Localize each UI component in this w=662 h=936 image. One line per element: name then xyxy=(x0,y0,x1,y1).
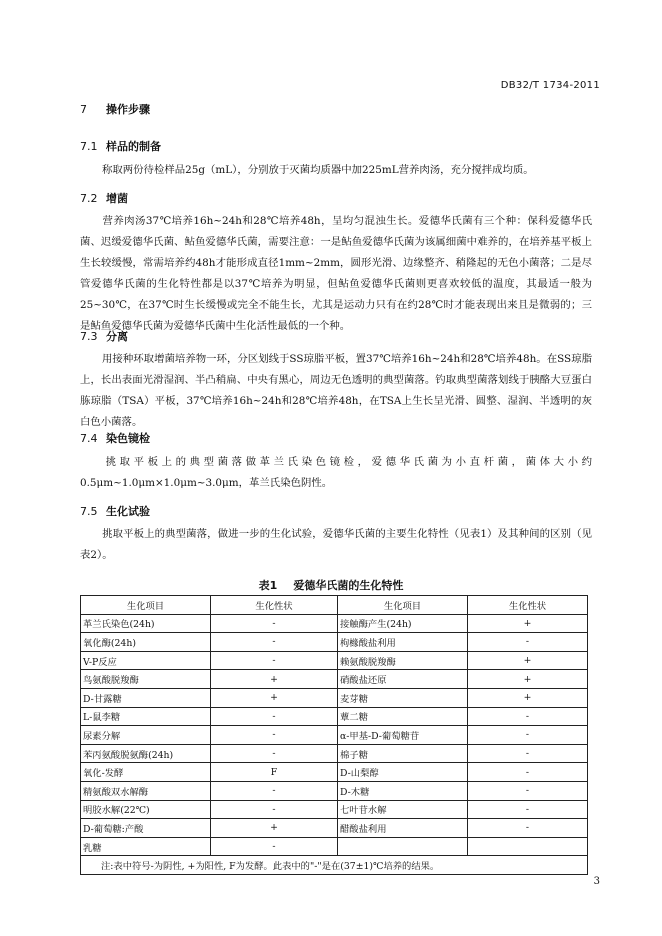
table-note: 注:表中符号-为阴性, +为阳性, F为发酵。此表中的"-"是在(37±1)℃培养的结果。 xyxy=(81,856,588,875)
table-header-row xyxy=(81,596,588,615)
test-item-cell: 赖氨酸脱羧酶 xyxy=(338,651,468,670)
test-item-cell: 枸橼酸盐利用 xyxy=(338,633,468,652)
test-result-cell: - xyxy=(468,763,588,782)
test-result-cell xyxy=(468,837,588,856)
column-header: 生化项目 xyxy=(338,596,468,615)
paragraph-text: 营养肉汤37℃培养16h~24h和28℃培养48h，呈均匀混浊生长。爱德华氏菌有三个种：保科爱德华氏菌、迟缓爱德华氏菌、鲇鱼爱德华氏菌，需要注意：一是鲇鱼爱德华氏菌为该属细菌中难养的，在培养基平板上生长较缓慢，常需培养约48h才能形成直径1mm~2mm，圆形光滑、边缘整齐、稍隆起的无色小菌落；二是尽管爱德华氏菌的生化特性都是以37℃培养为明显，但鲇鱼爱德华氏菌则更喜欢较低的温度，其最适一般为25~30℃，在37℃时生长缓慢或完全不能生长，尤其是运动力只有在约28℃时才能表现出来且是微弱的；三是鲇鱼爱德华氏菌为爱德华氏菌中生化活性最低的一个种。 xyxy=(80,215,592,332)
test-result-cell: - xyxy=(211,651,338,670)
test-item-cell: D-山梨醇 xyxy=(338,763,468,782)
test-item-cell: 革兰氏染色(24h) xyxy=(81,614,211,633)
test-result-cell: + xyxy=(211,670,338,689)
section-7-2-heading xyxy=(80,190,128,206)
test-result-cell: - xyxy=(211,707,338,726)
test-result-cell: - xyxy=(468,633,588,652)
table-row xyxy=(81,651,588,670)
paragraph-text: 称取两份待检样品25g（mL），分别放于灭菌均质器中加225mL营养肉汤，充分搅拌成均质。 xyxy=(102,164,534,176)
table-row xyxy=(81,633,588,652)
paragraph-text: 用接种环取增菌培养物一环，分区划线于SS琼脂平板，置37℃培养16h~24h和28℃培养48h。在SS琼脂上，长出表面光滑湿润、半凸稍扁、中央有黑心，周边无色透明的典型菌落。钓取典型菌落划线于胰酪大豆蛋白胨琼脂（TSA）平板，37℃培养16h~24h和28℃培养48h，在TSA上生长呈光滑、圆整、湿润、半透明的灰白色小菌落。 xyxy=(80,353,592,428)
section-title: 分离 xyxy=(106,330,128,343)
table-caption-title: 爱德华氏菌的生化特性 xyxy=(293,579,404,592)
section-number: 7.2 xyxy=(80,192,98,205)
test-item-cell: 尿素分解 xyxy=(81,726,211,745)
test-item-cell: L-鼠李糖 xyxy=(81,707,211,726)
test-result-cell: + xyxy=(468,651,588,670)
test-item-cell: α-甲基-D-葡萄糖苷 xyxy=(338,726,468,745)
test-item-cell: 麦芽糖 xyxy=(338,688,468,707)
section-title: 样品的制备 xyxy=(106,140,161,153)
section-number: 7.4 xyxy=(80,432,98,445)
section-title: 操作步骤 xyxy=(106,103,150,116)
table-row xyxy=(81,707,588,726)
test-result-cell: - xyxy=(211,800,338,819)
test-result-cell: + xyxy=(468,670,588,689)
test-result-cell: - xyxy=(211,837,338,856)
section-7-5-heading xyxy=(80,503,150,519)
table-row xyxy=(81,726,588,745)
paragraph-7-5 xyxy=(80,524,592,566)
biochemical-table xyxy=(80,595,588,875)
test-item-cell: D-木糖 xyxy=(338,781,468,800)
test-result-cell: - xyxy=(468,781,588,800)
table-row xyxy=(81,819,588,838)
table-row xyxy=(81,688,588,707)
section-7-heading xyxy=(80,101,150,117)
test-result-cell: F xyxy=(211,763,338,782)
test-result-cell: - xyxy=(211,633,338,652)
section-7-4-heading xyxy=(80,430,150,446)
test-item-cell: 苯丙氨酸脱氨酶(24h) xyxy=(81,744,211,763)
page-number: 3 xyxy=(593,876,600,887)
test-item-cell: 氧化酶(24h) xyxy=(81,633,211,652)
test-result-cell: - xyxy=(468,726,588,745)
test-item-cell: 鸟氨酸脱羧酶 xyxy=(81,670,211,689)
test-item-cell: 接触酶产生(24h) xyxy=(338,614,468,633)
test-item-cell: 棉子糖 xyxy=(338,744,468,763)
test-result-cell: - xyxy=(468,819,588,838)
test-item-cell: 精氨酸双水解酶 xyxy=(81,781,211,800)
test-item-cell xyxy=(338,837,468,856)
test-result-cell: - xyxy=(211,726,338,745)
test-result-cell: + xyxy=(468,614,588,633)
table-row xyxy=(81,800,588,819)
test-result-cell: - xyxy=(211,744,338,763)
section-title: 染色镜检 xyxy=(106,432,150,445)
test-result-cell: - xyxy=(468,707,588,726)
table-row xyxy=(81,670,588,689)
test-result-cell: - xyxy=(468,744,588,763)
section-number: 7.3 xyxy=(80,330,98,343)
section-7-1-heading xyxy=(80,138,161,154)
test-result-cell: - xyxy=(211,781,338,800)
paragraph-7-3 xyxy=(80,349,592,433)
section-7-3-heading xyxy=(80,328,128,344)
paragraph-7-2 xyxy=(80,211,592,337)
table-row xyxy=(81,763,588,782)
test-item-cell: 硝酸盐还原 xyxy=(338,670,468,689)
test-item-cell: D-葡萄糖:产酸 xyxy=(81,819,211,838)
test-item-cell: 醋酸盐利用 xyxy=(338,819,468,838)
test-result-cell: + xyxy=(468,688,588,707)
paragraph-text: 挑取平板上的典型菌落做革兰氏染色镜检，爱德华氏菌为小直杆菌，菌体大小约0.5μm~1.0μm×1.0μm~3.0μm，革兰氏染色阴性。 xyxy=(80,456,592,489)
test-result-cell: + xyxy=(211,688,338,707)
paragraph-7-4 xyxy=(80,452,592,494)
paragraph-text: 挑取平板上的典型菌落，做进一步的生化试验，爱德华氏菌的主要生化特性（见表1）及其种间的区别（见表2）。 xyxy=(80,528,592,561)
table-row xyxy=(81,614,588,633)
table-row xyxy=(81,744,588,763)
section-title: 增菌 xyxy=(106,192,128,205)
test-item-cell: 七叶苷水解 xyxy=(338,800,468,819)
test-result-cell: - xyxy=(211,614,338,633)
test-result-cell: - xyxy=(468,800,588,819)
section-number: 7 xyxy=(80,103,87,116)
paragraph-7-1 xyxy=(80,160,592,181)
test-item-cell: 氧化-发酵 xyxy=(81,763,211,782)
test-item-cell: 蕈二糖 xyxy=(338,707,468,726)
section-title: 生化试验 xyxy=(106,505,150,518)
test-item-cell: 乳糖 xyxy=(81,837,211,856)
section-number: 7.1 xyxy=(80,140,98,153)
table-caption xyxy=(0,577,662,593)
section-number: 7.5 xyxy=(80,505,98,518)
table-row xyxy=(81,781,588,800)
table-caption-number: 表1 xyxy=(258,579,278,592)
test-item-cell: V-P反应 xyxy=(81,651,211,670)
table-row xyxy=(81,837,588,856)
column-header: 生化性状 xyxy=(468,596,588,615)
standard-code: DB32/T 1734-2011 xyxy=(500,80,600,91)
column-header: 生化性状 xyxy=(211,596,338,615)
column-header: 生化项目 xyxy=(81,596,211,615)
test-item-cell: 明胶水解(22℃) xyxy=(81,800,211,819)
test-result-cell: + xyxy=(211,819,338,838)
table-note-row xyxy=(81,856,588,875)
test-item-cell: D-甘露糖 xyxy=(81,688,211,707)
